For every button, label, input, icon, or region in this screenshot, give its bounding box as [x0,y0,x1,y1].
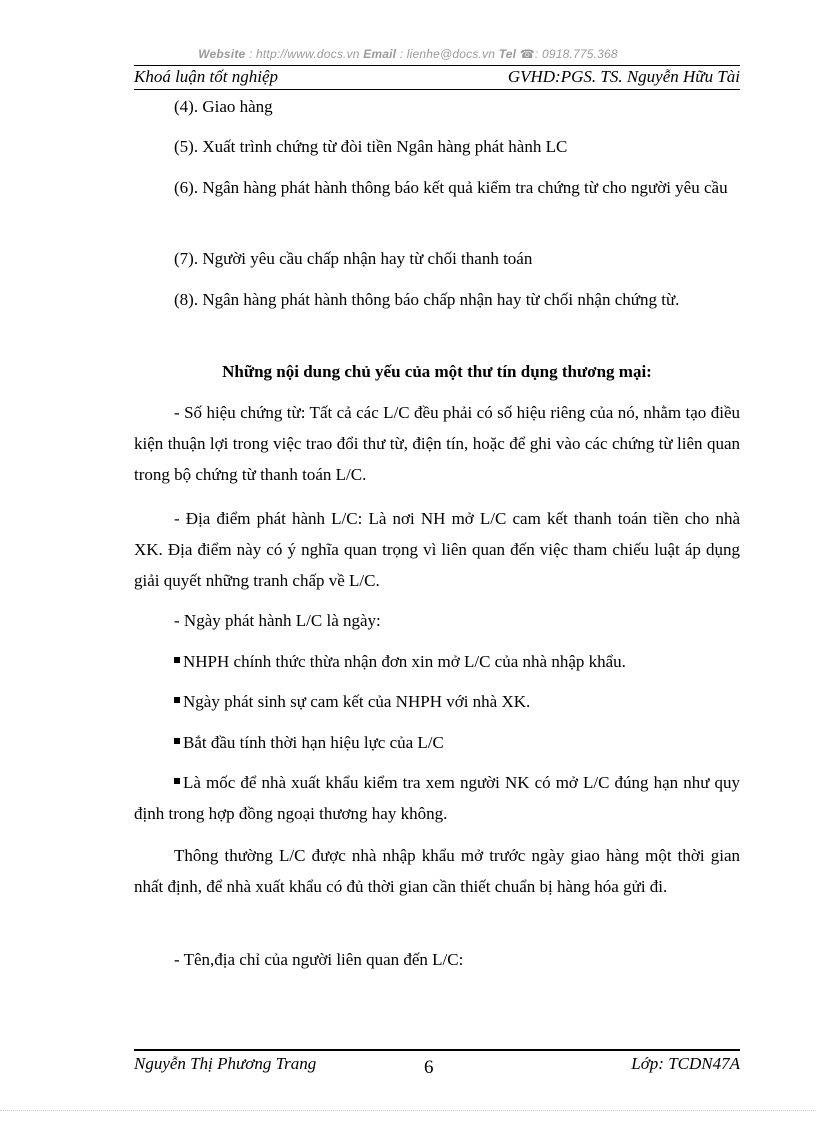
page-bottom-dotted-line [0,1110,816,1111]
list-item-text: Ngày phát sinh sự cam kết của NHPH với nhà XK. [183,692,531,711]
list-item [134,686,740,717]
tel-value: ☎: 0918.775.368 [516,47,618,61]
paragraph-issue-date: - Ngày phát hành L/C là ngày: [174,611,381,630]
bullet-square-icon [174,778,180,784]
website-line [0,47,816,61]
list-item [134,646,740,677]
list-item-text: NHPH chính thức thừa nhận đơn xin mở L/C của nhà nhập khẩu. [183,652,626,671]
header-rule-top [134,65,740,66]
email-value[interactable]: : lienhe@docs.vn [396,47,499,61]
paragraph-document-number: - Số hiệu chứng từ: Tất cả các L/C đều phải có số hiệu riêng của nó, nhằm tạo điều kiện thuận lợi trong việc trao đổi thư từ, điện tín, hoặc để ghi vào các chứng từ liên quan trong bộ chứng từ thanh toán L/C. [134,403,740,484]
paragraph-parties: - Tên,địa chỉ của người liên quan đến L/C: [174,950,464,969]
website-url[interactable]: : http://www.docs.vn [245,47,364,61]
page-number: 6 [424,1057,434,1078]
paragraph-step-6: (6). Ngân hàng phát hành thông báo kết quả kiểm tra chứng từ cho người yêu cầu [174,178,728,197]
bullet-square-icon [174,657,180,663]
paragraph-usual-practice: Thông thường L/C được nhà nhập khẩu mở trước ngày giao hàng một thời gian nhất định, để nhà xuất khẩu có đủ thời gian cần thiết chuẩn bị hàng hóa gửi đi. [134,846,740,896]
header-rule-bottom [134,89,740,90]
paragraph-step-5: (5). Xuất trình chứng từ đòi tiền Ngân hàng phát hành LC [174,137,568,156]
list-item-text: Bắt đầu tính thời hạn hiệu lực của L/C [183,733,444,752]
paragraph-step-7: (7). Người yêu cầu chấp nhận hay từ chối thanh toán [174,249,533,268]
email-label: Email [363,47,397,61]
bullet-square-icon [174,738,180,744]
paragraph-step-4: (4). Giao hàng [174,97,273,116]
header-advisor: GVHD:PGS. TS. Nguyễn Hữu Tài [507,67,740,86]
paragraph-step-8: (8). Ngân hàng phát hành thông báo chấp nhận hay từ chối nhận chứng từ. [174,290,680,309]
footer-class: Lớp: TCDN47A [631,1054,740,1073]
list-item [134,727,740,758]
footer-author: Nguyễn Thị Phương Trang [134,1054,317,1073]
website-label: Website [198,47,246,61]
footer-rule [134,1049,740,1051]
bullet-square-icon [174,697,180,703]
list-item [134,767,740,829]
tel-label: Tel [498,47,517,61]
header-thesis-title: Khoá luận tốt nghiệp [134,67,279,86]
list-item-text: Là mốc để nhà xuất khẩu kiểm tra xem người NK có mở L/C đúng hạn như quy định trong hợp đồng ngoại thương hay không. [134,773,740,823]
paragraph-issue-place: - Địa điểm phát hành L/C: Là nơi NH mở L/C cam kết thanh toán tiền cho nhà XK. Địa điểm này có ý nghĩa quan trọng vì liên quan đến việc tham chiếu luật áp dụng giải quyết những tranh chấp về L/C. [134,509,740,590]
section-heading: Những nội dung chủ yếu của một thư tín dụng thương mại: [222,362,652,381]
